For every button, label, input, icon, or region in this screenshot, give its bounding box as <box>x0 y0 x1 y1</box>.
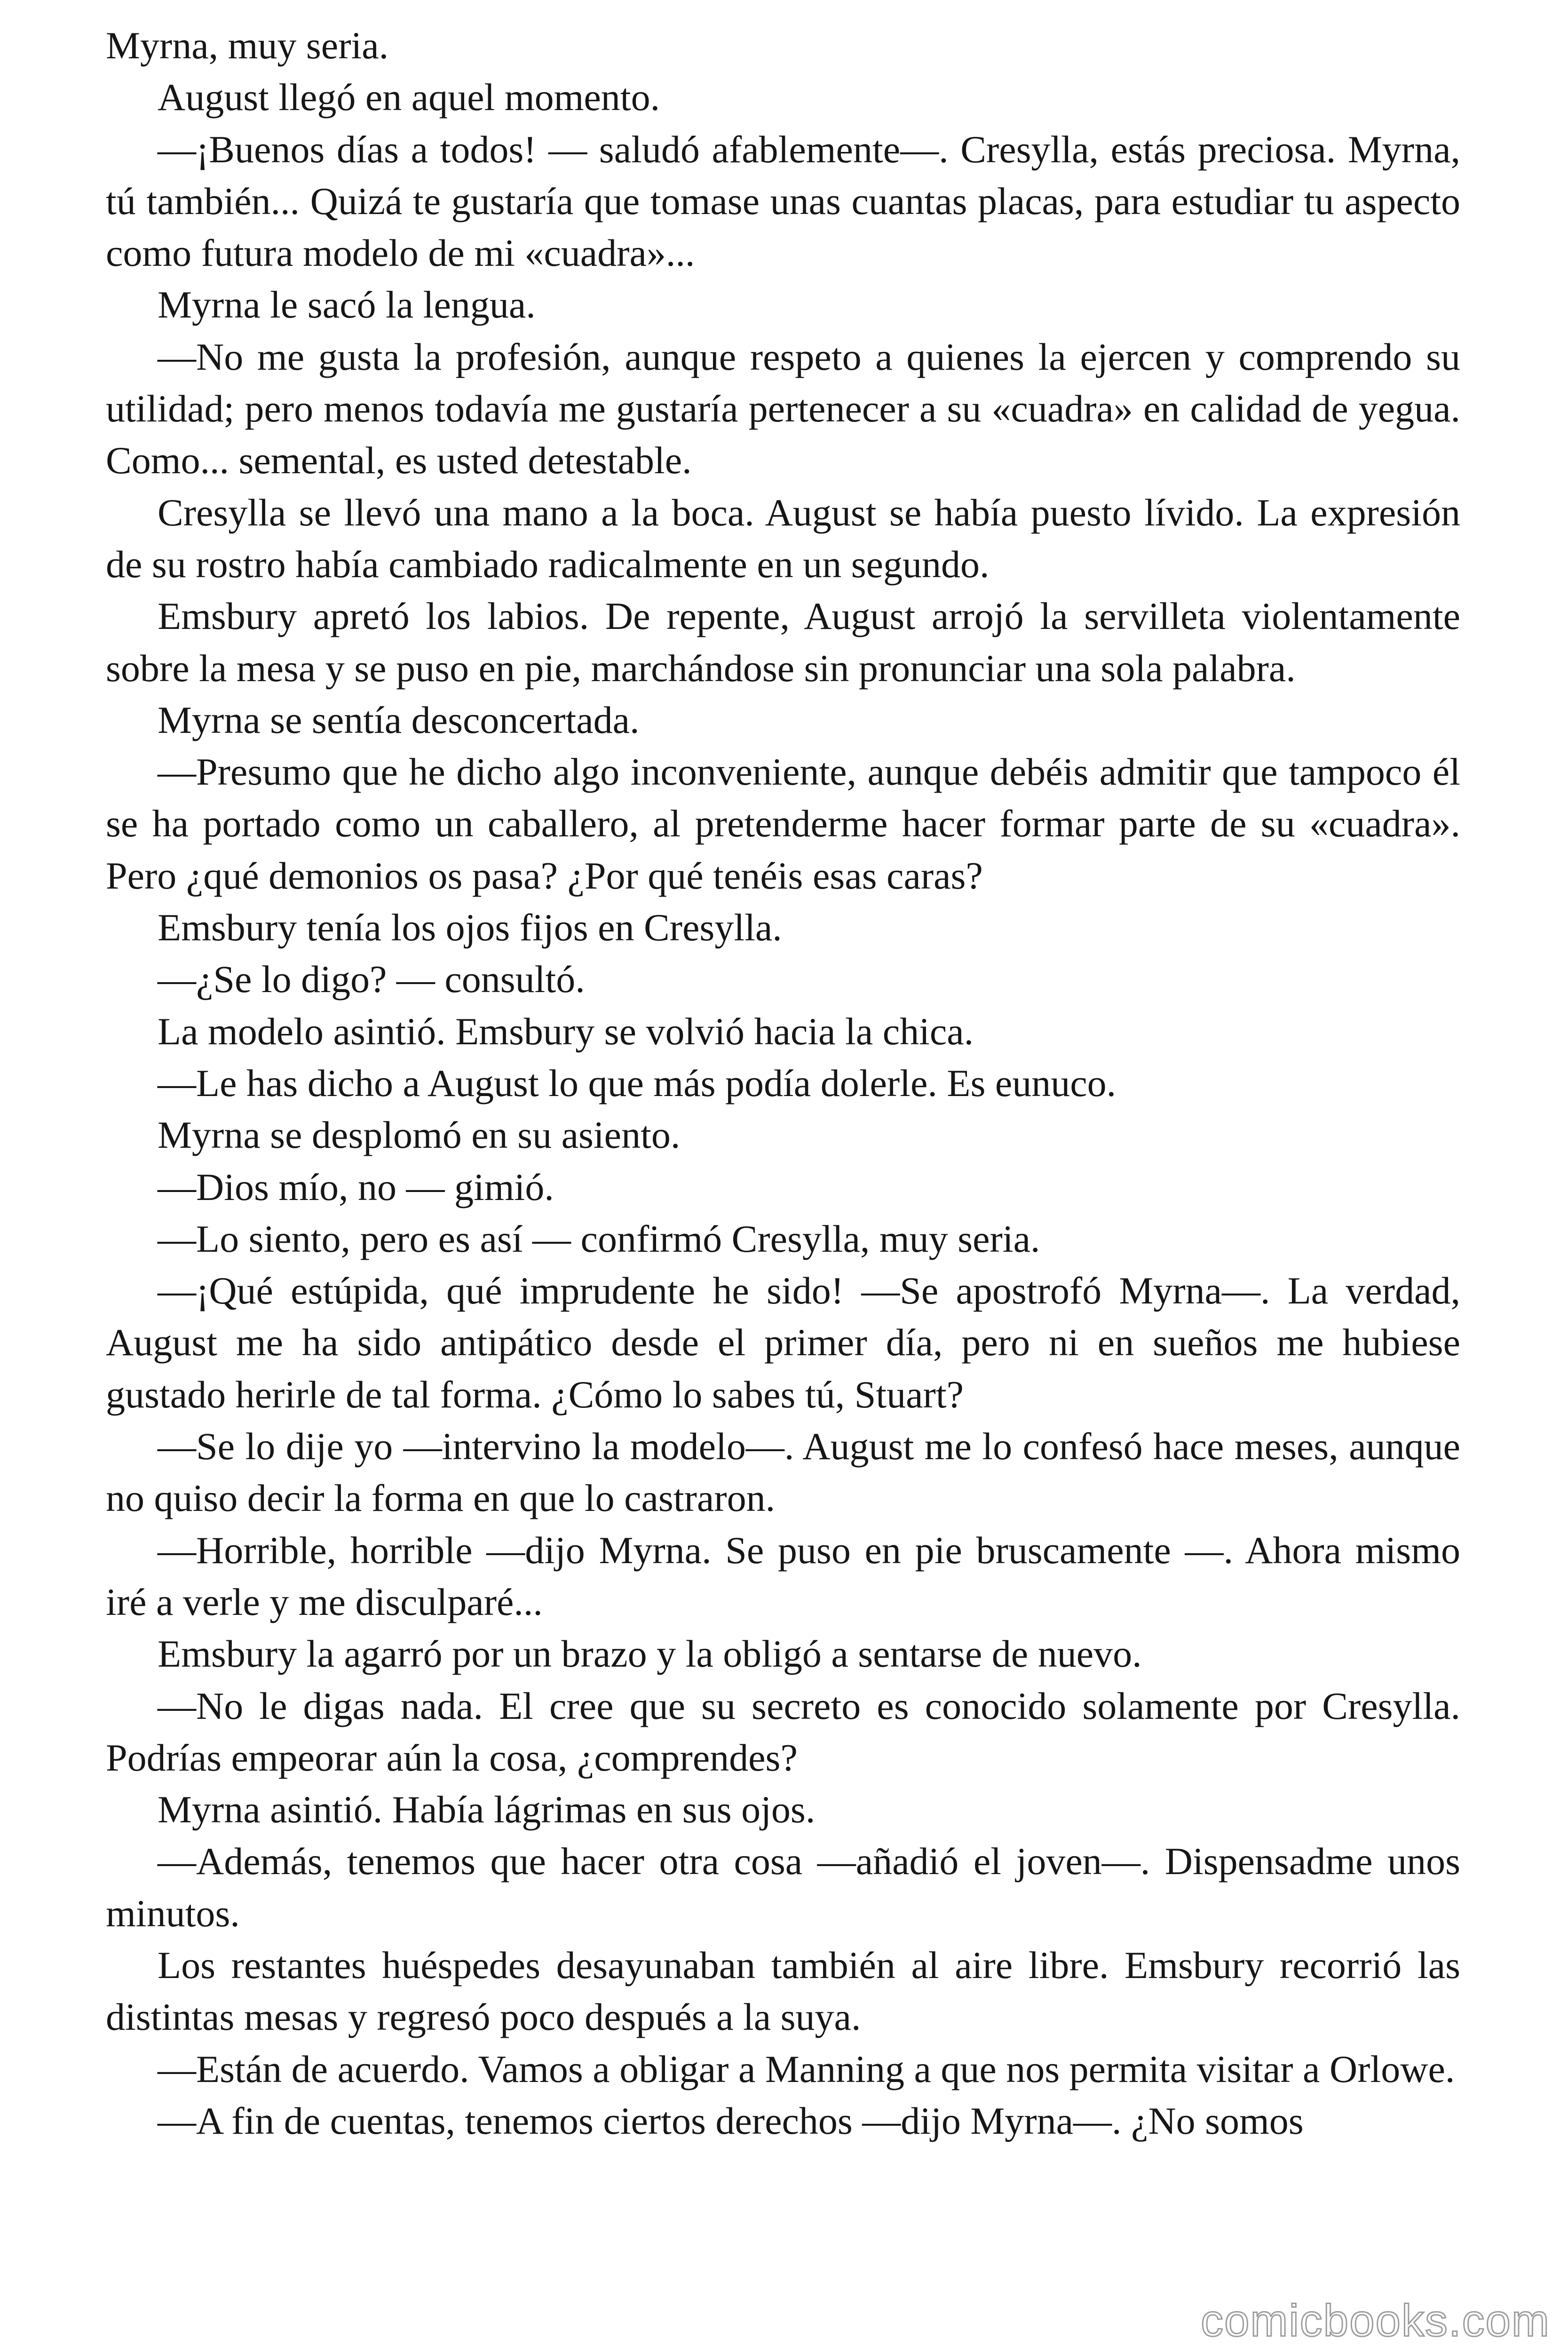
paragraph: —Además, tenemos que hacer otra cosa —añadió el joven—. Dispensadme unos minutos. <box>106 1840 1460 1935</box>
paragraph: Los restantes huéspedes desayunaban también al aire libre. Emsbury recorrió las distintas mesas y regresó poco después a la suya. <box>106 1943 1460 2039</box>
paragraph: —Le has dicho a August lo que más podía dolerle. Es eunuco. <box>158 1061 1117 1104</box>
paragraph: La modelo asintió. Emsbury se volvió hacia la chica. <box>158 1009 974 1053</box>
paragraph: Cresylla se llevó una mano a la boca. August se había puesto lívido. La expresión de su rostro había cambiado radicalmente en un segundo. <box>106 491 1460 586</box>
paragraph: Emsbury tenía los ojos fijos en Cresylla. <box>158 906 782 949</box>
paragraph: —¡Buenos días a todos! — saludó afablemente—. Cresylla, estás preciosa. Myrna, tú también... Quizá te gustaría que tomase unas cuantas placas, para estudiar tu aspecto como futura modelo de mi «cuadra»... <box>106 127 1460 275</box>
paragraph: —Dios mío, no — gimió. <box>158 1165 554 1208</box>
paragraph: Myrna se sentía desconcertada. <box>158 698 640 741</box>
paragraph: —Se lo dije yo —intervino la modelo—. August me lo confesó hace meses, aunque no quiso decir la forma en que lo castraron. <box>106 1425 1460 1520</box>
paragraph: Myrna le sacó la lengua. <box>158 283 536 326</box>
watermark: comicbooks.com <box>1201 2296 1550 2346</box>
paragraph: —Presumo que he dicho algo inconveniente, aunque debéis admitir que tampoco él se ha portado como un caballero, al pretenderme hacer formar parte de su «cuadra». Pero ¿qué demonios os pasa? ¿Por qué tenéis esas caras? <box>106 750 1460 897</box>
paragraph: —¿Se lo digo? — consultó. <box>158 958 585 1001</box>
paragraph: Myrna se desplomó en su asiento. <box>158 1113 681 1157</box>
paragraph: —¡Qué estúpida, qué imprudente he sido! —Se apostrofó Myrna—. La verdad, August me ha sido antipático desde el primer día, pero ni en sueños me hubiese gustado herirle de tal forma. ¿Cómo lo sabes tú, Stuart? <box>106 1269 1460 1416</box>
paragraph: —No le digas nada. El cree que su secreto es conocido solamente por Cresylla. Podrías empeorar aún la cosa, ¿comprendes? <box>106 1684 1460 1779</box>
paragraph: —A fin de cuentas, tenemos ciertos derechos —dijo Myrna—. ¿No somos <box>158 2099 1304 2142</box>
paragraph: —No me gusta la profesión, aunque respeto a quienes la ejercen y comprendo su utilidad; pero menos todavía me gustaría pertenecer a su «cuadra» en calidad de yegua. Como... semental, es usted detestable. <box>106 335 1460 482</box>
paragraph: —Lo siento, pero es así — confirmó Cresylla, muy seria. <box>158 1217 1040 1260</box>
paragraph: Myrna asintió. Había lágrimas en sus ojos. <box>158 1788 816 1831</box>
paragraph: —Están de acuerdo. Vamos a obligar a Manning a que nos permita visitar a Orlowe. <box>158 2047 1455 2090</box>
paragraph: Emsbury la agarró por un brazo y la obligó a sentarse de nuevo. <box>158 1632 1142 1676</box>
paragraph: Myrna, muy seria. <box>106 24 389 67</box>
paragraph: —Horrible, horrible —dijo Myrna. Se puso en pie bruscamente —. Ahora mismo iré a verle y me disculparé... <box>106 1528 1460 1623</box>
paragraph: August llegó en aquel momento. <box>158 76 660 119</box>
paragraph: Emsbury apretó los labios. De repente, August arrojó la servilleta violentamente sobre la mesa y se puso en pie, marchándose sin pronunciar una sola palabra. <box>106 595 1460 690</box>
body-text <box>106 20 1460 2147</box>
